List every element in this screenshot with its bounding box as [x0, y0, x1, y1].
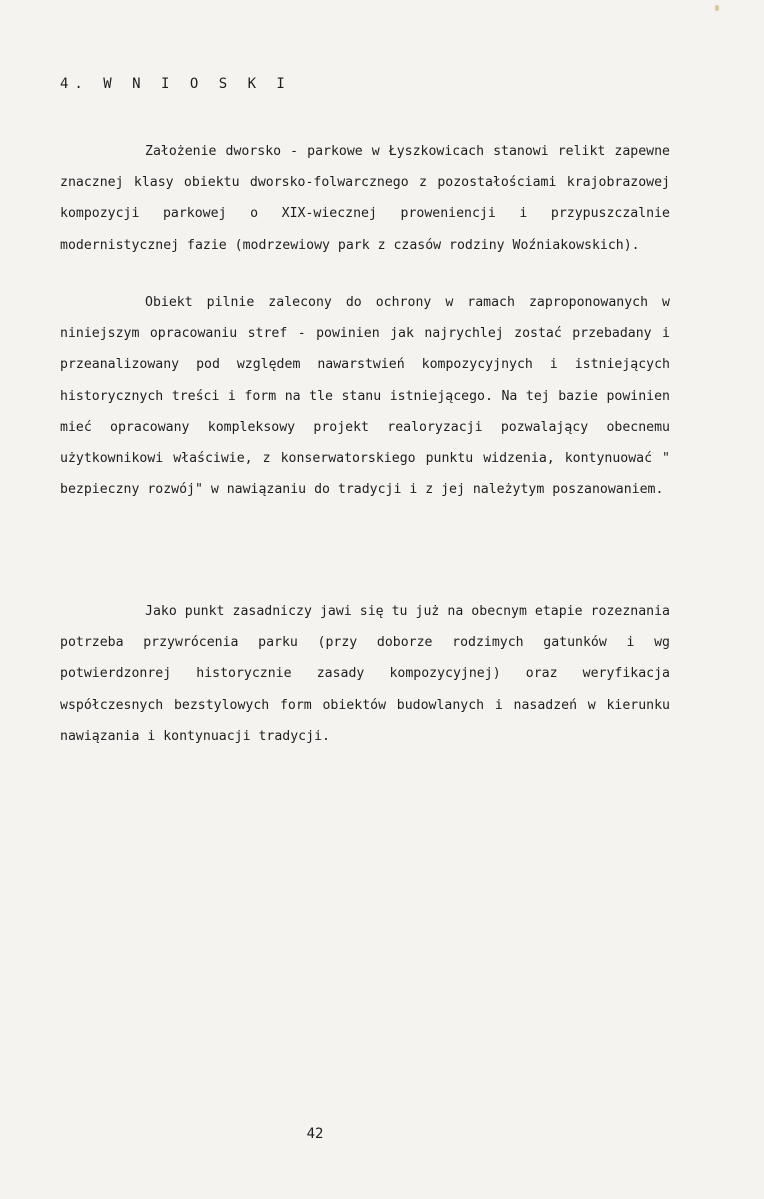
- paragraph-2: Obiekt pilnie zalecony do ochrony w ramach zaproponowanych w niniejszym opracowaniu stref - powinien jak najrychlej zostać przebadany i przeanalizowany pod względem nawarstwień kompozycyjnych i istniejących historycznych treści i form na tle stanu istniejącego. Na tej bazie powinien mieć opracowany kompleksowy projekt realoryzacji pozwalający obecnemu użytkownikowi właściwie, z konserwatorskiego punktu widzenia, kontynuować " bezpieczny rozwój" w nawiązaniu do tradycji i z jej należytym poszanowaniem.: [60, 295, 670, 498]
- paragraph-3: Jako punkt zasadniczy jawi się tu już na obecnym etapie rozeznania potrzeba przywrócenia parku (przy doborze rodzimych gatunków i wg potwierdzonrej historycznie zasady kompozycyjnej) oraz weryfikacja współczesnych bezstylowych form obiektów budowlanych i nasadzeń w kierunku nawiązania i kontynuacji tradycji.: [60, 604, 670, 744]
- section-heading: 4. W N I O S K I: [60, 76, 291, 92]
- page-number: 42: [306, 1126, 324, 1142]
- paragraph-1: Założenie dworsko - parkowe w Łyszkowicach stanowi relikt zapewne znacznej klasy obiektu dworsko-folwarcznego z pozostałościami krajobrazowej kompozycji parkowej o XIX-wiecznej proweniencji i przypuszczalnie modernistycznej fazie (modrzewiowy park z czasów rodziny Woźniakowskich).: [60, 144, 670, 253]
- paper-speck: [715, 5, 719, 11]
